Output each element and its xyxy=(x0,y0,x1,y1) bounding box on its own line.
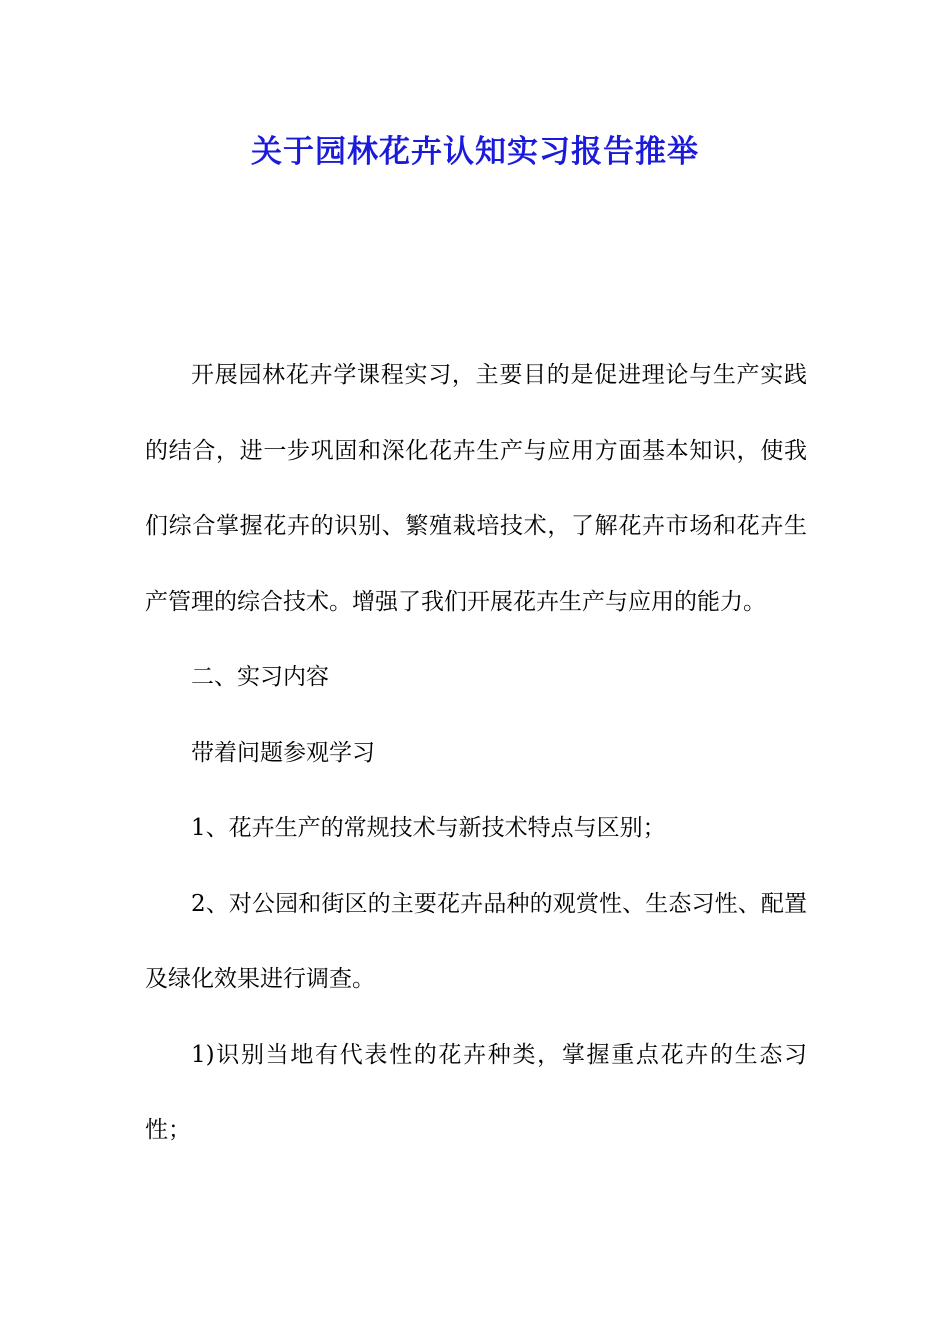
document-body xyxy=(145,338,807,1169)
document-title: 关于园林花卉认知实习报告推举 xyxy=(251,134,699,170)
list-item-2: 2、对公园和街区的主要花卉品种的观赏性、生态习性、配置及绿化效果进行调查。 xyxy=(145,890,807,992)
paragraph-visit: 带着问题参观学习 xyxy=(191,739,375,766)
section-heading-content: 二、实习内容 xyxy=(191,664,329,690)
paragraph-intro: 开展园林花卉学课程实习，主要目的是促进理论与生产实践的结合，进一步巩固和深化花卉生产与应用方面基本知识，使我们综合掌握花卉的识别、繁殖栽培技术，了解花卉市场和花卉生产管理的综合技术。增强了我们开展花卉生产与应用的能力。 xyxy=(145,362,807,615)
sub-item-1: 1)识别当地有代表性的花卉种类，掌握重点花卉的生态习性； xyxy=(145,1041,807,1143)
list-item-1: 1、花卉生产的常规技术与新技术特点与区别； xyxy=(191,815,666,841)
